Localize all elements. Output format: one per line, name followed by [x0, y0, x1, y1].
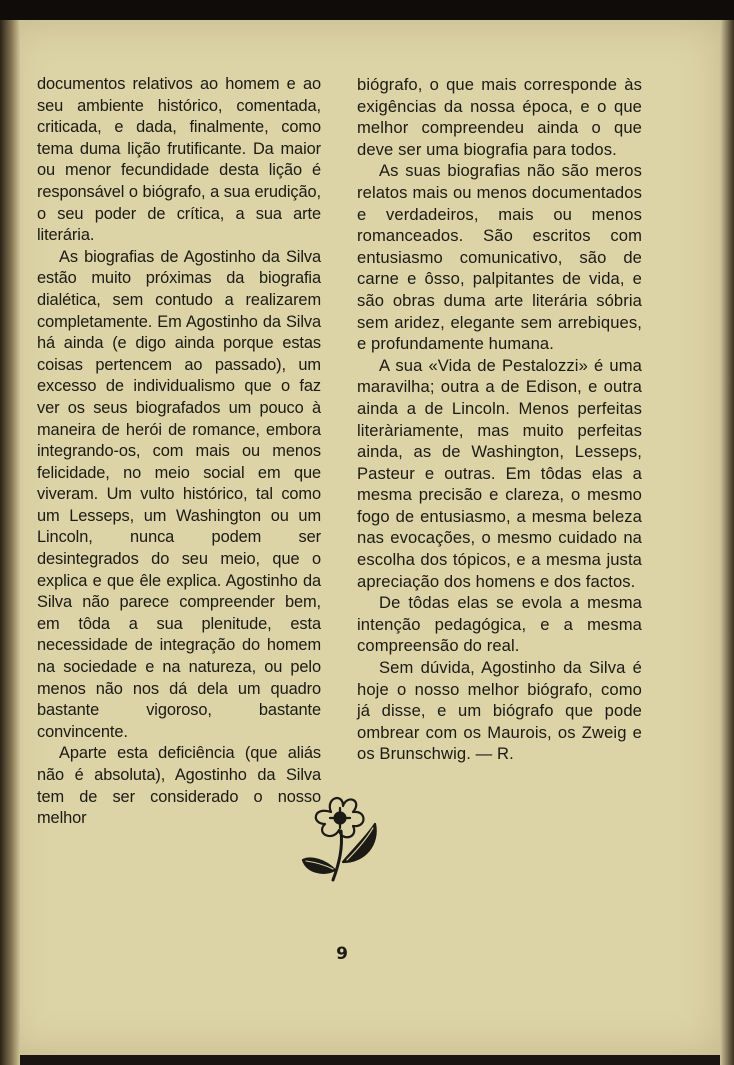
scan-top-edge	[0, 0, 734, 22]
page-number: 9	[336, 944, 348, 964]
paragraph: As biografias de Agostinho da Silva estão muito próximas da biografia dialética, sem contudo a realizarem completamente. Em Agostinho da Silva há ainda (e digo ainda porque estas coisas pertencem ao passado), um excesso de individualismo que o faz ver os seus biografados um pouco à maneira de herói de romance, embora integrando-os, com mais ou menos felicidade, no meio social em que viveram. Um vulto histórico, tal como um Lesseps, um Washington ou um Lincoln, nunca podem ser desintegrados do seu meio, que o explica e que êle explica. Agostinho da Silva não parece compreender bem, em tôda a sua plenitude, esta necessidade de integração do homem na sociedade e na natureza, ou pelo menos não nos dá dela um quadro bastante vigoroso, bastante convincente.	[37, 247, 321, 741]
flower-ornament-icon	[297, 790, 381, 886]
text-column-left	[37, 74, 321, 830]
page-edge-shadow	[720, 20, 734, 1065]
paragraph: documentos relativos ao homem e ao seu ambiente histórico, comentada, criticada, e dada, finalmente, como tema duma lição frutificante. Da maior ou menor fecundidade desta lição é responsável o biógrafo, a sua erudição, o seu poder de crítica, a sua arte literária.	[37, 75, 321, 245]
paragraph: As suas biografias não são meros relatos mais ou menos documentados e verdadeiros, mais ou menos romanceados. São escritos com entusiasmo comunicativo, são de carne e ôsso, palpitantes de vida, e são obras duma arte literária sóbria sem aridez, elegante sem arrebiques, e profundamente humana.	[357, 161, 642, 354]
paragraph: Sem dúvida, Agostinho da Silva é hoje o nosso melhor biógrafo, como já disse, e um biógrafo que pode ombrear com os Maurois, os Zweig e os Brunschwig. — R.	[357, 658, 642, 764]
text-column-right	[357, 74, 642, 765]
paragraph: De tôdas elas se evola a mesma intenção pedagógica, e a mesma compreensão do real.	[357, 593, 642, 656]
paragraph: biógrafo, o que mais corresponde às exigências da nossa época, e o que melhor compreendeu ainda o que deve ser uma biografia para todos.	[357, 75, 642, 159]
book-spine-shadow	[0, 20, 20, 1065]
paragraph: Aparte esta deficiência (que aliás não é absoluta), Agostinho da Silva tem de ser considerado o nosso melhor	[37, 744, 321, 828]
paragraph: A sua «Vida de Pestalozzi» é uma maravilha; outra a de Edison, e outra ainda a de Lincoln. Menos perfeitas literàriamente, mas muito perfeitas ainda, as de Washington, Lesseps, Pasteur e outras. Em tôdas elas a mesma precisão e clareza, o mesmo fogo de entusiasmo, a mesma beleza nas evocações, o mesmo cuidado na escolha dos tópicos, e a mesma justa apreciação dos homens e dos factos.	[357, 355, 642, 591]
